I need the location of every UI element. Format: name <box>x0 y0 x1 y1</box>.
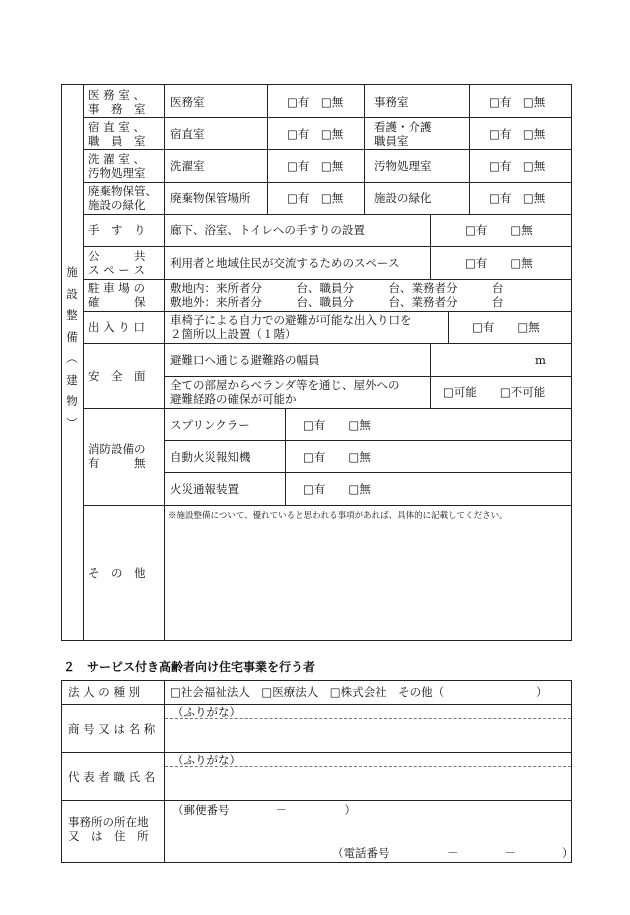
unit-meter: m <box>535 353 546 367</box>
label-laundry: 洗濯室 <box>170 159 205 173</box>
category-waste: 廃棄物保管、 施設の緑化 <box>88 184 157 212</box>
parking-onsite: 敷地内：来所者分 台、職員分 台、業務者分 台 <box>170 281 504 295</box>
opts-waste-storage[interactable]: □有 □無 <box>287 191 344 205</box>
opts-greening[interactable]: □有 □無 <box>489 191 546 205</box>
opts-fire-report[interactable]: □有 □無 <box>303 482 371 496</box>
furigana-representative: （ふりがな） <box>172 753 241 767</box>
desc-evac-route: 全ての部屋からベランダ等を通じ、屋外への 避難経路の確保が可能か <box>170 378 400 406</box>
label-fire-alarm: 自動火災報知機 <box>170 450 251 464</box>
section2-heading: ２ サービス付き高齢者向け住宅事業を行う者 <box>63 660 316 674</box>
opts-corp-type[interactable]: □社会福祉法人 □医療法人 □株式会社 その他（ ） <box>170 685 548 699</box>
label-greening: 施設の緑化 <box>374 191 432 205</box>
opts-laundry[interactable]: □有 □無 <box>287 159 344 173</box>
label-fire-report: 火災通報装置 <box>170 482 239 496</box>
label-trade-name: 商 号 又 は 名 称 <box>68 722 156 736</box>
note-other: ※施設整備について、優れていると思われる事項があれば、具体的に記載してください。 <box>168 511 508 521</box>
opts-evac-route[interactable]: □可能 □不可能 <box>443 385 546 399</box>
label-sprinkler: スプリンクラー <box>170 418 250 432</box>
label-nursing-staff-room: 看護・介護 職員室 <box>374 120 432 148</box>
facility-vertical-label: 施 設 整 備 ︵ 建 物 ︶ <box>66 265 78 430</box>
desc-common-space: 利用者と地域住民が交流するためのスペース <box>170 256 400 270</box>
opts-nursing-staff-room[interactable]: □有 □無 <box>489 127 546 141</box>
category-common-space: 公 共 ス ペ ー ス <box>88 249 146 277</box>
label-medical-room: 医務室 <box>170 95 205 109</box>
label-representative: 代 表 者 職 氏 名 <box>68 770 156 784</box>
other-input-area[interactable] <box>166 522 570 638</box>
parking-offsite: 敷地外：来所者分 台、職員分 台、業務者分 台 <box>170 295 504 309</box>
label-office-address: 事務所の所在地 又 は 住 所 <box>68 815 149 843</box>
representative-input[interactable] <box>166 768 570 799</box>
label-office: 事務室 <box>374 95 409 109</box>
label-corp-type: 法 人 の 種 別 <box>68 685 141 699</box>
opts-sprinkler[interactable]: □有 □無 <box>303 418 371 432</box>
desc-entrance: 車椅子による自力での避難が可能な出入り口を ２箇所以上設置（１階） <box>170 313 412 341</box>
opts-entrance[interactable]: □有 □無 <box>472 320 540 334</box>
label-waste-processing: 汚物処理室 <box>374 159 432 173</box>
opts-medical-room[interactable]: □有 □無 <box>287 95 344 109</box>
category-entrance: 出 入 り 口 <box>88 320 145 334</box>
trade-name-input[interactable] <box>166 720 570 751</box>
category-safety: 安 全 面 <box>88 369 146 383</box>
category-parking: 駐 車 場 の 確 保 <box>88 281 146 309</box>
opts-night-room[interactable]: □有 □無 <box>287 127 344 141</box>
postal-code[interactable]: （郵便番号 － ） <box>172 803 356 817</box>
furigana-trade-name: （ふりがな） <box>172 705 241 719</box>
category-other: そ の 他 <box>88 566 146 580</box>
opts-fire-alarm[interactable]: □有 □無 <box>303 450 371 464</box>
phone-number[interactable]: （電話番号 － － ） <box>332 846 574 860</box>
category-fire: 消防設備の 有 無 <box>88 442 146 470</box>
category-medical: 医 務 室 、 事 務 室 <box>88 88 146 116</box>
category-laundry: 洗 濯 室 、 汚物処理室 <box>88 152 146 180</box>
category-handrail: 手 す り <box>88 223 146 237</box>
opts-handrail[interactable]: □有 □無 <box>465 223 533 237</box>
label-night-room: 宿直室 <box>170 127 205 141</box>
desc-handrail: 廊下、浴室、トイレへの手すりの設置 <box>170 223 365 237</box>
opts-common-space[interactable]: □有 □無 <box>465 256 533 270</box>
desc-evac-width: 避難口へ通じる避難路の幅員 <box>170 353 320 367</box>
category-night: 宿 直 室 、 職 員 室 <box>88 120 146 148</box>
opts-waste-processing[interactable]: □有 □無 <box>489 159 546 173</box>
label-waste-storage: 廃棄物保管場所 <box>170 191 251 205</box>
opts-office[interactable]: □有 □無 <box>489 95 546 109</box>
